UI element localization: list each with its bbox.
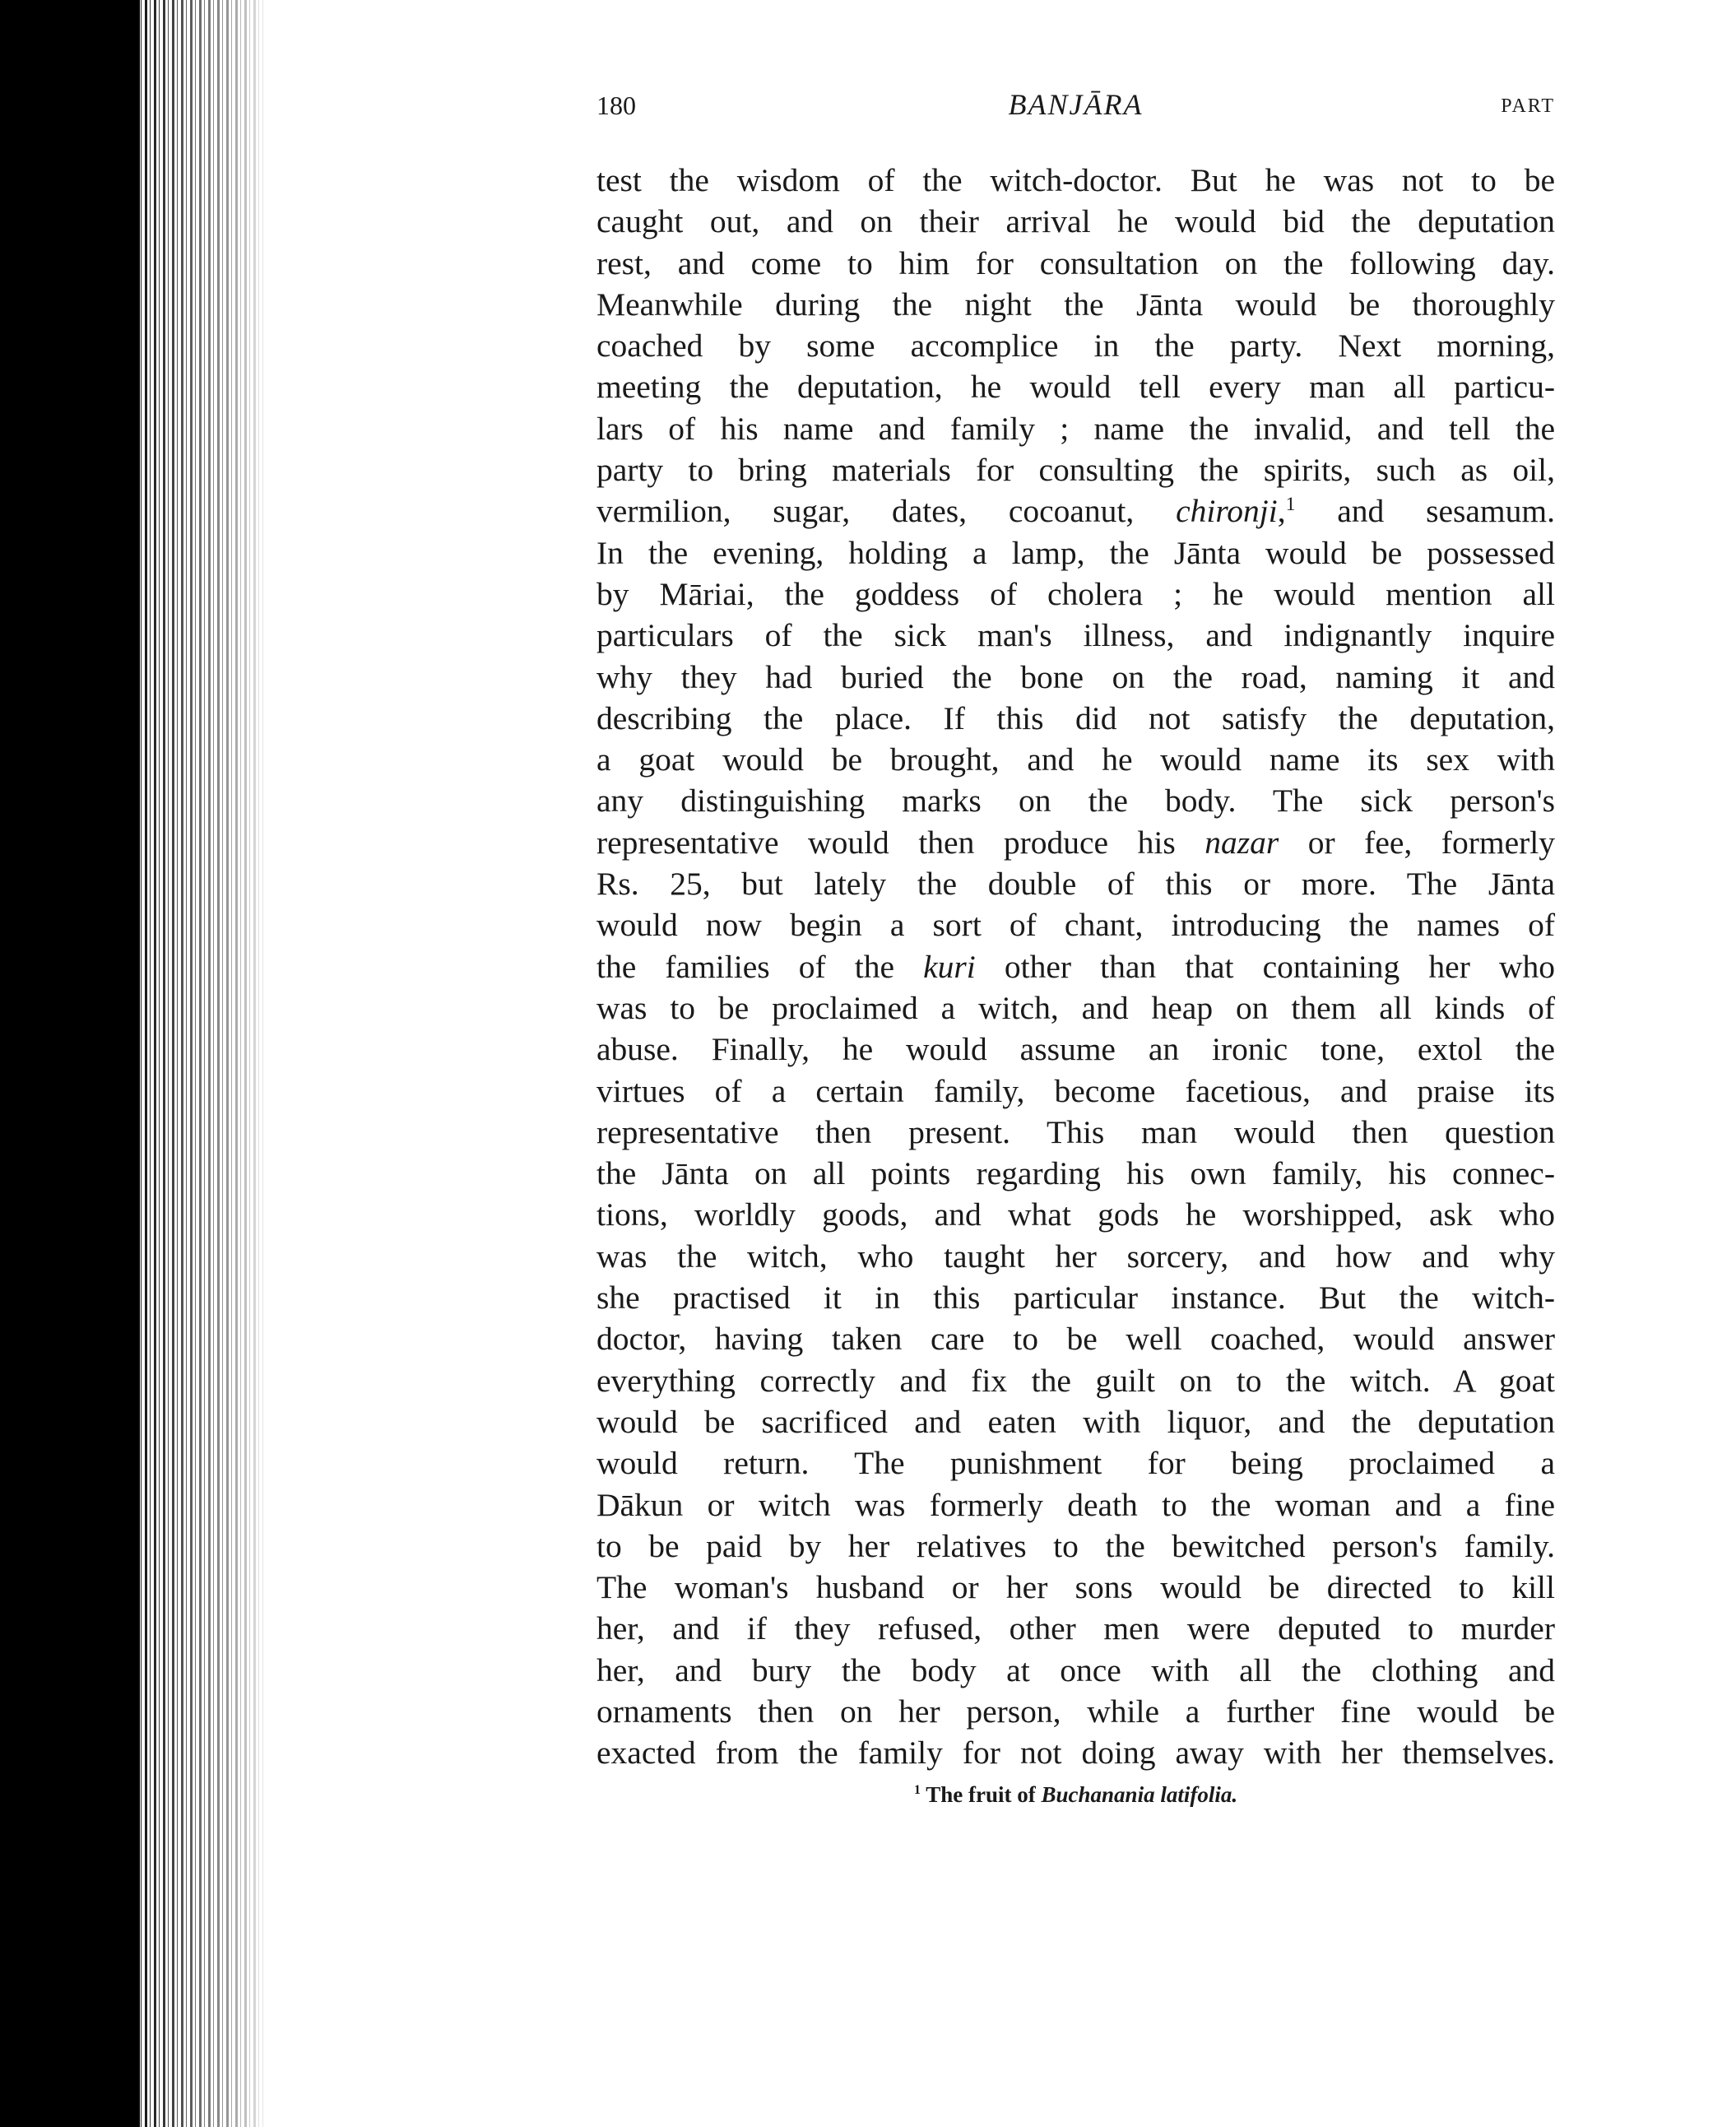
text-line: abuse. Finally, he would assume an ironic tone, extol the bbox=[596, 1031, 1555, 1068]
text-line: virtues of a certain family, become facetious, and praise its bbox=[596, 1072, 1555, 1109]
text-line: her, and if they refused, other men were deputed to murder bbox=[596, 1610, 1555, 1647]
text-line: rest, and come to him for consultation on the following day. bbox=[596, 244, 1555, 281]
text-line: test the wisdom of the witch-doctor. But he was not to be bbox=[596, 162, 1555, 198]
text-line: to be paid by her relatives to the bewitched person's family. bbox=[596, 1527, 1555, 1564]
text-line: tions, worldly goods, and what gods he worshipped, ask who bbox=[596, 1196, 1555, 1233]
footnote-text-prefix: The fruit of bbox=[926, 1781, 1036, 1807]
text-line: The woman's husband or her sons would be directed to kill bbox=[596, 1569, 1555, 1606]
text-line: In the evening, holding a lamp, the Jānta would be possessed bbox=[596, 534, 1555, 571]
text-line: describing the place. If this did not satisfy the deputation, bbox=[596, 699, 1555, 736]
text-line: a goat would be brought, and he would name its sex with bbox=[596, 741, 1555, 778]
running-head bbox=[596, 87, 1555, 128]
text-line: her, and bury the body at once with all the clothing and bbox=[596, 1651, 1555, 1688]
part-label: PART bbox=[1501, 95, 1555, 117]
text-line: was to be proclaimed a witch, and heap on them all kinds of bbox=[596, 989, 1555, 1026]
text-line: would be sacrificed and eaten with liquor, and the deputation bbox=[596, 1403, 1555, 1440]
book-page bbox=[596, 87, 1555, 1808]
text-line: representative then present. This man would then question bbox=[596, 1113, 1555, 1150]
text-line: ornaments then on her person, while a further fine would be bbox=[596, 1693, 1555, 1730]
text-line: lars of his name and family ; name the invalid, and tell the bbox=[596, 410, 1555, 447]
text-line: would return. The punishment for being proclaimed a bbox=[596, 1445, 1555, 1482]
text-line: coached by some accomplice in the party. Next morning, bbox=[596, 327, 1555, 365]
text-line: everything correctly and fix the guilt on to the witch. A goat bbox=[596, 1362, 1555, 1399]
text-line: Dākun or witch was formerly death to the woman and a fine bbox=[596, 1486, 1555, 1523]
footnote bbox=[596, 1782, 1555, 1808]
book-gutter-fade bbox=[140, 0, 263, 2127]
footnote-marker: 1 bbox=[913, 1781, 921, 1797]
text-line: would now begin a sort of chant, introducing the names of bbox=[596, 907, 1555, 944]
text-line: the families of the kuri other than that containing her who bbox=[596, 948, 1555, 985]
text-line: why they had buried the bone on the road, naming it and bbox=[596, 658, 1555, 695]
text-line: any distinguishing marks on the body. The sick person's bbox=[596, 783, 1555, 820]
body-text bbox=[596, 160, 1555, 1774]
text-line: particulars of the sick man's illness, and indignantly inquire bbox=[596, 617, 1555, 654]
text-line: exacted from the family for not doing away with her themselves. bbox=[596, 1735, 1555, 1772]
text-line: Rs. 25, but lately the double of this or more. The Jānta bbox=[596, 866, 1555, 903]
text-line: caught out, and on their arrival he would bid the deputation bbox=[596, 203, 1555, 240]
text-line: doctor, having taken care to be well coached, would answer bbox=[596, 1321, 1555, 1358]
text-line: Meanwhile during the night the Jānta would be thoroughly bbox=[596, 286, 1555, 323]
text-line: vermilion, sugar, dates, cocoanut, chironji,$^1$ and sesamum. bbox=[596, 493, 1555, 530]
text-line: party to bring materials for consulting the spirits, such as oil, bbox=[596, 452, 1555, 489]
text-line: meeting the deputation, he would tell every man all particu- bbox=[596, 369, 1555, 406]
text-line: she practised it in this particular instance. But the witch- bbox=[596, 1279, 1555, 1317]
page-number: 180 bbox=[596, 91, 636, 120]
text-line: representative would then produce his nazar or fee, formerly bbox=[596, 824, 1555, 861]
text-line: was the witch, who taught her sorcery, and how and why bbox=[596, 1238, 1555, 1275]
book-gutter-shadow bbox=[0, 0, 140, 2127]
running-title: BANJĀRA bbox=[1008, 88, 1144, 121]
text-line: by Māriai, the goddess of cholera ; he would mention all bbox=[596, 575, 1555, 612]
text-line: the Jānta on all points regarding his own family, his connec- bbox=[596, 1155, 1555, 1192]
footnote-text-italic: Buchanania latifolia. bbox=[1041, 1781, 1238, 1807]
